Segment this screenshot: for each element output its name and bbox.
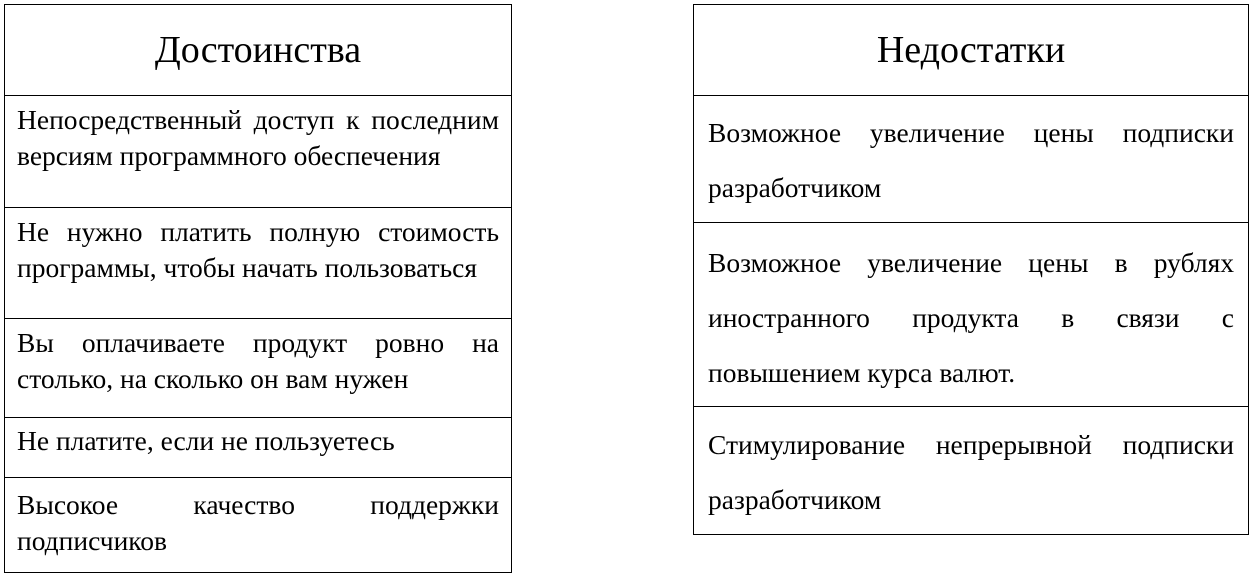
advantage-item-4: Не платите, если не пользуетесь bbox=[5, 418, 511, 478]
advantages-header: Достоинства bbox=[5, 5, 511, 96]
disadvantages-table bbox=[693, 4, 1249, 535]
disadvantage-item-1: Возможное увеличение цены подписки разработчиком bbox=[694, 96, 1248, 223]
disadvantages-header: Недостатки bbox=[694, 5, 1248, 96]
disadvantage-item-2: Возможное увеличение цены в рублях иностранного продукта в связи с повышением курса валют. bbox=[694, 223, 1248, 407]
advantage-item-1: Непосредственный доступ к последним версиям программного обеспечения bbox=[5, 96, 511, 208]
advantage-item-3: Вы оплачиваете продукт ровно на столько, на сколько он вам нужен bbox=[5, 319, 511, 418]
advantage-item-5: Высокое качество поддержки подписчиков bbox=[17, 489, 499, 556]
advantage-item-2: Не нужно платить полную стоимость программы, чтобы начать пользоваться bbox=[5, 208, 511, 319]
advantages-table bbox=[4, 4, 512, 573]
disadvantage-item-3: Стимулирование непрерывной подписки разработчиком bbox=[708, 429, 1234, 515]
